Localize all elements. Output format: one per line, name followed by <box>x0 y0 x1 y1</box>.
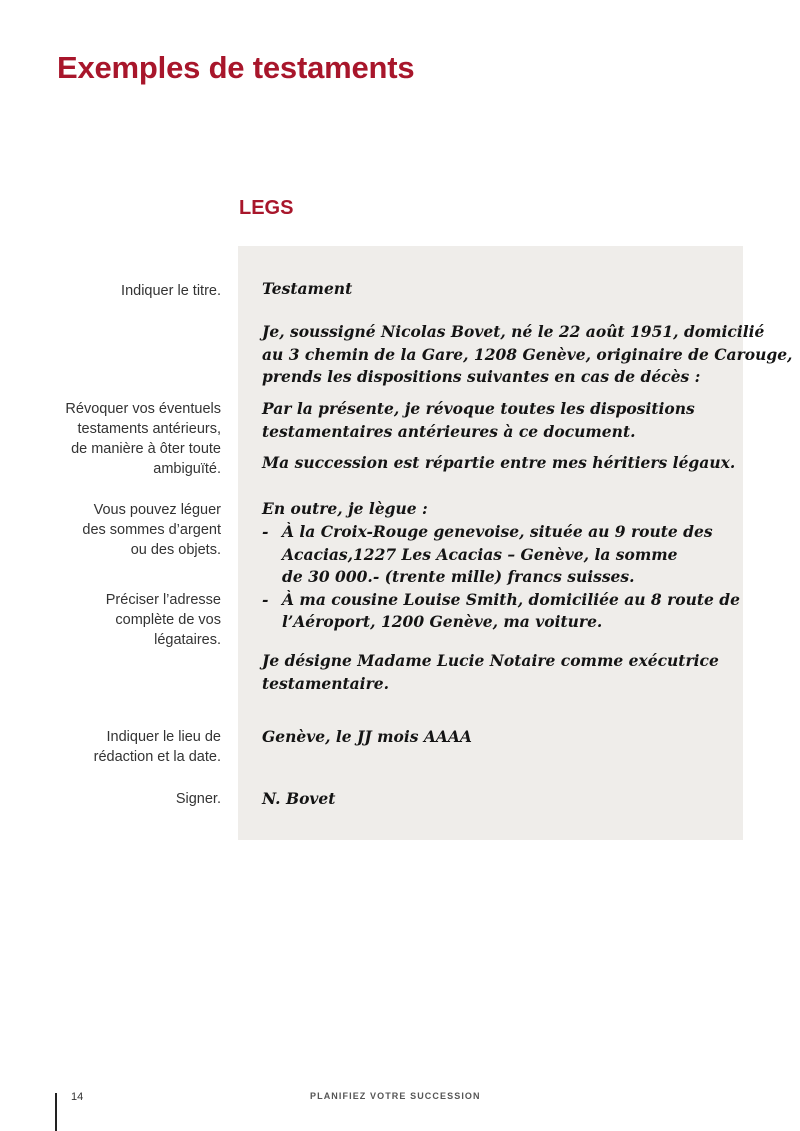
letter-line: prends les dispositions suivantes en cas de décès : <box>262 367 701 386</box>
letter-line: au 3 chemin de la Gare, 1208 Genève, originaire de Carouge, <box>262 344 793 364</box>
letter-succession: Ma succession est répartie entre mes héritiers légaux. <box>262 453 736 472</box>
note-title <box>31 281 221 301</box>
letter-line: Je désigne Madame Lucie Notaire comme exécutrice <box>262 651 719 670</box>
note-bequeath <box>31 500 221 560</box>
letter-line: À la Croix-Rouge genevoise, située au 9 route des <box>282 522 713 541</box>
page-title: Exemples de testaments <box>57 50 415 85</box>
letter-line: de 30 000.- (trente mille) francs suisses. <box>282 567 635 586</box>
note-line: testaments antérieurs, <box>77 421 221 437</box>
note-line: des sommes d’argent <box>82 522 221 538</box>
letter-line: Acacias,1227 Les Acacias – Genève, la somme <box>282 544 678 564</box>
letter-line: Par la présente, je révoque toutes les dispositions <box>262 399 695 418</box>
footer-rule <box>55 1093 57 1131</box>
bullet-dash: - <box>262 522 269 541</box>
note-line: Indiquer le lieu de <box>106 729 221 745</box>
note-line: rédaction et la date. <box>93 749 221 765</box>
note-line: ou des objets. <box>130 542 221 558</box>
note-line: légataires. <box>154 632 221 648</box>
letter-bequest-list <box>262 521 740 634</box>
letter-line: testamentaires antérieures à ce document. <box>262 421 636 441</box>
page-number: 14 <box>71 1091 84 1103</box>
note-address <box>31 590 221 650</box>
bequest-item <box>262 521 732 589</box>
letter-signature: N. Bovet <box>262 789 336 808</box>
note-line: complète de vos <box>115 612 221 628</box>
letter-line: l’Aéroport, 1200 Genève, ma voiture. <box>282 612 603 631</box>
letter-heading: Testament <box>262 279 353 298</box>
letter-intro <box>262 321 793 389</box>
letter-revocation <box>262 398 732 443</box>
note-line: Vous pouvez léguer <box>93 502 221 518</box>
note-line: Indiquer le titre. <box>121 283 221 299</box>
note-sign <box>31 789 221 809</box>
letter-line: testamentaire. <box>262 673 389 693</box>
note-line: Signer. <box>175 791 221 807</box>
letter-place-date: Genève, le JJ mois AAAA <box>262 727 472 746</box>
letter-executor <box>262 650 732 695</box>
note-place-date <box>31 727 221 767</box>
letter-bequest-intro: En outre, je lègue : <box>262 499 428 518</box>
section-heading: LEGS <box>239 197 294 219</box>
note-line: de manière à ôter toute <box>71 441 221 457</box>
note-revoke <box>31 399 221 479</box>
running-footer: PLANIFIEZ VOTRE SUCCESSION <box>310 1091 481 1101</box>
letter-line: Je, soussigné Nicolas Bovet, né le 22 août 1951, domicilié <box>262 322 765 341</box>
note-line: ambiguïté. <box>153 461 221 477</box>
note-line: Préciser l’adresse <box>105 592 221 608</box>
note-line: Révoquer vos éventuels <box>65 401 221 417</box>
letter-line: À ma cousine Louise Smith, domiciliée au 8 route de <box>282 589 740 609</box>
bullet-dash: - <box>262 589 269 609</box>
bequest-item <box>262 589 740 634</box>
